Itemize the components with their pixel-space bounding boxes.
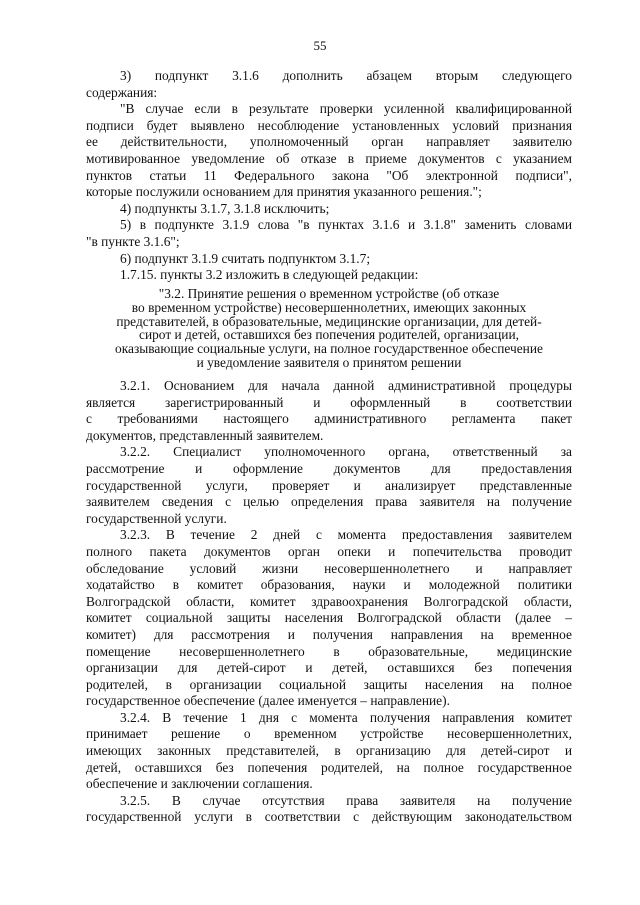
text-line: 3) подпункт 3.1.6 дополнить абзацем вторым следующего bbox=[120, 68, 572, 83]
text-line: обследование условий жизни несовершеннолетнего и направляет bbox=[86, 560, 572, 576]
text-line: "В случае если в результате проверки усиленной квалифицированной bbox=[120, 101, 572, 117]
text-line: которые послужили основанием для принятия указанного решения."; bbox=[86, 184, 482, 200]
text-line: государственной услуги. bbox=[86, 510, 227, 526]
text-line: "в пункте 3.1.6"; bbox=[86, 233, 180, 249]
text-line: Волгоградской области, комитет здравоохранения Волгоградской области, bbox=[86, 593, 572, 609]
text-line: заявителем сведения с целью определения права заявителя на получение bbox=[86, 494, 572, 510]
text-line: 4) подпункты 3.1.7, 3.1.8 исключить; bbox=[120, 200, 330, 216]
text-line: государственной услуги, проверяет и анализирует представленные bbox=[86, 477, 572, 493]
text-line: пунктов статьи 11 Федерального закона "Об электронной подписи", bbox=[86, 167, 572, 183]
page-number: 55 bbox=[313, 38, 327, 53]
text-line: ходатайство в комитет образования, науки и молодежной политики bbox=[86, 577, 572, 593]
text-line: рассмотрение и оформление документов для предоставления bbox=[86, 460, 572, 476]
text-line: детей, оставшихся без попечения родителей, на полное государственное bbox=[86, 759, 572, 775]
text-line: государственной услуги в соответствии с действующим законодательством bbox=[86, 809, 572, 825]
text-line: принимает решение о временном устройстве несовершеннолетних, bbox=[86, 726, 572, 742]
text-line: комитет) для рассмотрения и получения направления на временное bbox=[86, 626, 572, 642]
text-line: содержания: bbox=[86, 84, 158, 100]
text-line: документов, представленный заявителем. bbox=[86, 427, 324, 443]
text-line: 3.2.4. В течение 1 дня с момента получения направления комитет bbox=[120, 709, 572, 725]
text-line: 1.7.15. пункты 3.2 изложить в следующей редакции: bbox=[120, 267, 419, 283]
text-line: 3.2.1. Основанием для начала данной административной процедуры bbox=[120, 378, 572, 393]
text-line: организации для детей-сирот и детей, оставшихся без попечения bbox=[86, 660, 572, 676]
text-line: государственное обеспечение (далее именуется – направление). bbox=[86, 693, 450, 709]
heading-line: во временном устройстве) несовершеннолетних, имеющих законных bbox=[131, 299, 527, 315]
text-line: с требованиями настоящего административного регламента пакет bbox=[86, 411, 572, 427]
heading-line: оказывающие социальные услуги, на полное государственное обеспечение bbox=[115, 341, 543, 357]
text-line: подписи будет выявлено несоблюдение установленных условий признания bbox=[86, 117, 572, 133]
amendments-block bbox=[86, 68, 572, 284]
procedure-block bbox=[86, 378, 572, 826]
heading-line: представителей, в образовательные, медицинские организации, для детей- bbox=[116, 313, 542, 329]
text-line: 3.2.5. В случае отсутствия права заявителя на получение bbox=[120, 792, 572, 808]
text-line: мотивированное уведомление об отказе в приеме документов с указанием bbox=[86, 150, 572, 166]
text-line: 3.2.2. Специалист уполномоченного органа, ответственный за bbox=[120, 444, 572, 460]
text-line: ее действительности, уполномоченный орган направляет заявителю bbox=[86, 134, 572, 150]
heading-line: "3.2. Принятие решения о временном устройстве (об отказе bbox=[158, 286, 500, 301]
text-line: 6) подпункт 3.1.9 считать подпунктом 3.1.7; bbox=[120, 250, 371, 266]
heading-line: и уведомление заявителя о принятом решении bbox=[196, 354, 462, 370]
text-line: помещение несовершеннолетнего в образовательные, медицинские bbox=[86, 643, 572, 659]
text-line: комитет социальной защиты населения Волгоградской области (далее – bbox=[86, 610, 572, 626]
text-line: обеспечение и заключении соглашения. bbox=[86, 776, 313, 792]
section-heading bbox=[86, 287, 572, 370]
text-line: 5) в подпункте 3.1.9 слова "в пунктах 3.1.6 и 3.1.8" заменить словами bbox=[120, 217, 572, 233]
text-line: имеющих законных представителей, в организацию для детей-сирот и bbox=[86, 743, 572, 759]
text-line: является зарегистрированный и оформленный в соответствии bbox=[86, 394, 572, 410]
text-line: родителей, в организации социальной защиты населения на полное bbox=[86, 676, 572, 692]
text-line: полного пакета документов орган опеки и попечительства проводит bbox=[86, 543, 572, 559]
heading-line: сирот и детей, оставшихся без попечения родителей, организации, bbox=[139, 327, 519, 343]
text-line: 3.2.3. В течение 2 дней с момента предоставления заявителем bbox=[120, 527, 572, 543]
